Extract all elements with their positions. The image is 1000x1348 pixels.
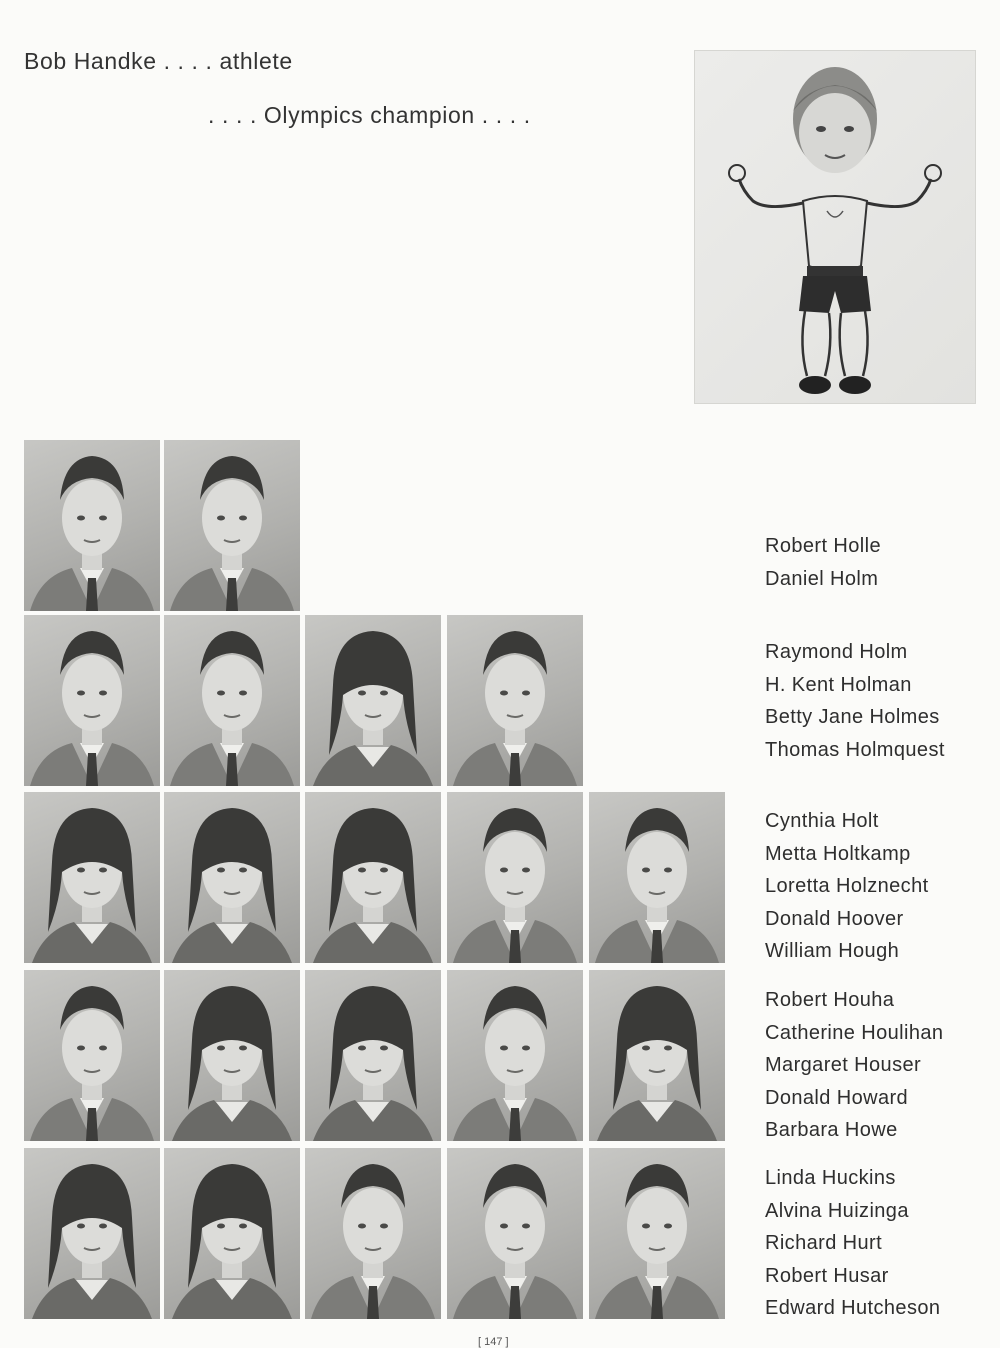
student-name: Cynthia Holt [765, 810, 879, 832]
student-portrait [305, 615, 441, 786]
feature-caption-line: . . . . Olympics champion . . . . [208, 102, 531, 128]
student-portrait-icon [447, 1148, 583, 1319]
name-group [765, 984, 943, 1147]
student-name: Metta Holtkamp [765, 842, 911, 865]
name-group [765, 1162, 940, 1325]
page-number: [ 147 ] [478, 1336, 509, 1348]
student-portrait [164, 1148, 300, 1319]
student-portrait [589, 792, 725, 963]
name-group [765, 805, 929, 968]
student-name: H. Kent Holman [765, 673, 912, 696]
student-portrait [305, 792, 441, 963]
student-name: Donald Hoover [765, 907, 904, 930]
student-name: Catherine Houlihan [765, 1021, 944, 1044]
student-portrait [164, 970, 300, 1141]
student-portrait [24, 970, 160, 1141]
student-portrait-icon [447, 792, 583, 963]
student-portrait [305, 1148, 441, 1319]
student-portrait [305, 970, 441, 1141]
student-portrait-icon [24, 440, 160, 611]
name-group [765, 636, 945, 766]
student-name: Robert Husar [765, 1264, 889, 1287]
student-name: Alvina Huizinga [765, 1199, 909, 1222]
student-portrait-icon [589, 1148, 725, 1319]
student-name: William Hough [765, 940, 900, 962]
student-name: Betty Jane Holmes [765, 706, 940, 728]
student-name: Robert Holle [765, 535, 881, 557]
student-portrait [24, 615, 160, 786]
student-portrait [589, 970, 725, 1141]
student-portrait [164, 440, 300, 611]
student-portrait [24, 440, 160, 611]
student-name: Thomas Holmquest [765, 738, 945, 761]
student-portrait [24, 1148, 160, 1319]
feature-cartoon [694, 50, 976, 404]
feature-caption-name: Bob Handke . . . . athlete [24, 48, 293, 74]
student-portrait-icon [589, 970, 725, 1141]
student-name: Loretta Holznecht [765, 875, 929, 897]
student-name: Raymond Holm [765, 641, 908, 663]
student-portrait-icon [447, 970, 583, 1141]
student-portrait-icon [589, 792, 725, 963]
student-portrait-icon [305, 970, 441, 1141]
strongman-caricature-icon [695, 51, 975, 403]
student-name: Robert Houha [765, 989, 895, 1011]
student-name: Edward Hutcheson [765, 1297, 941, 1319]
student-portrait [589, 1148, 725, 1319]
student-portrait-icon [24, 970, 160, 1141]
student-portrait [164, 615, 300, 786]
student-portrait [24, 792, 160, 963]
student-portrait-icon [164, 615, 300, 786]
student-portrait-icon [24, 792, 160, 963]
student-portrait-icon [24, 615, 160, 786]
student-portrait-icon [164, 440, 300, 611]
student-portrait [447, 792, 583, 963]
student-portrait [447, 1148, 583, 1319]
student-portrait [447, 970, 583, 1141]
student-portrait-icon [305, 792, 441, 963]
student-portrait-icon [24, 1148, 160, 1319]
student-portrait [447, 615, 583, 786]
student-portrait-icon [447, 615, 583, 786]
student-portrait-icon [305, 1148, 441, 1319]
student-name: Barbara Howe [765, 1119, 898, 1141]
student-portrait-icon [164, 970, 300, 1141]
name-group [765, 530, 881, 595]
student-name: Linda Huckins [765, 1167, 896, 1189]
student-portrait [164, 792, 300, 963]
student-name: Daniel Holm [765, 567, 879, 590]
student-name: Richard Hurt [765, 1232, 883, 1254]
student-portrait-icon [164, 792, 300, 963]
student-portrait-icon [305, 615, 441, 786]
student-portrait-icon [164, 1148, 300, 1319]
student-name: Margaret Houser [765, 1054, 922, 1076]
student-name: Donald Howard [765, 1086, 909, 1109]
